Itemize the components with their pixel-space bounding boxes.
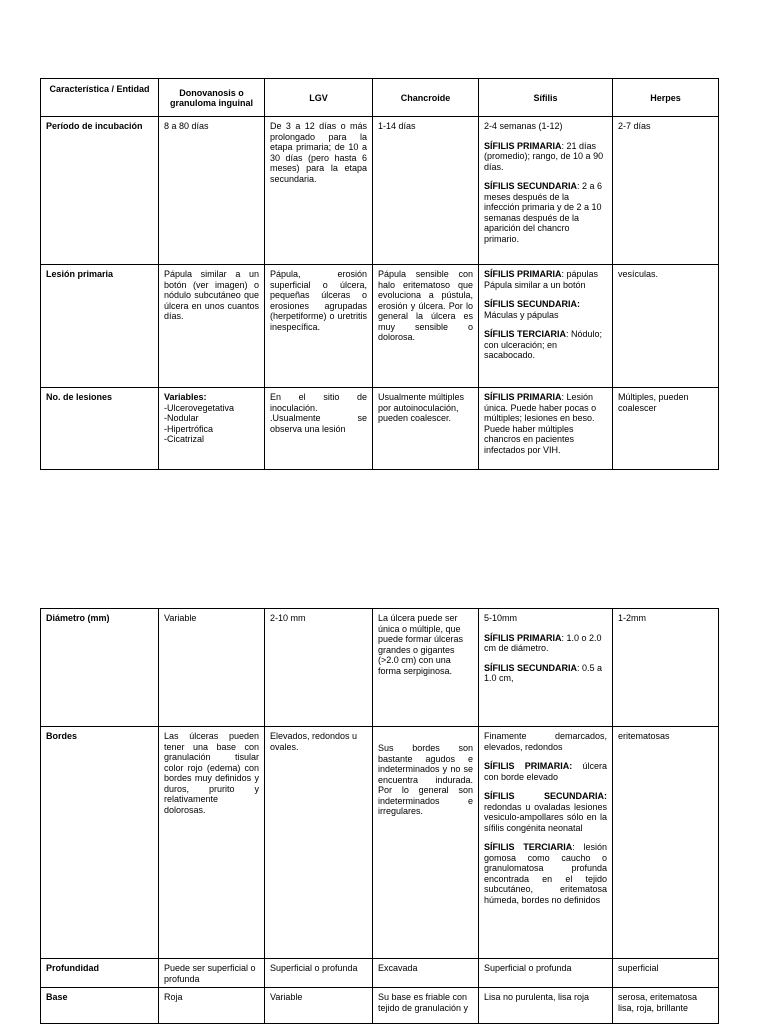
cell-incubacion-donovanosis: 8 a 80 días	[159, 117, 265, 265]
header-herpes: Herpes	[613, 79, 719, 117]
cell-diametro-lgv: 2-10 mm	[265, 609, 373, 727]
cell-incubacion-chancroide: 1-14 días	[373, 117, 479, 265]
row-lesion	[41, 265, 719, 388]
row-label-base: Base	[41, 988, 159, 1024]
sifilis-bordes-secundaria: SÍFILIS SECUNDARIA: redondas u ovaladas lesiones vesiculo-ampollares sólo en la sífilis congénita neonatal	[484, 791, 607, 833]
row-lesiones	[41, 388, 719, 470]
cell-lesion-sifilis	[479, 265, 613, 388]
cell-profundidad-sifilis: Superficial o profunda	[479, 959, 613, 988]
header-sifilis: Sífilis	[479, 79, 613, 117]
cell-bordes-chancroide	[373, 727, 479, 959]
cell-bordes-sifilis	[479, 727, 613, 959]
row-label-incubacion: Período de incubación	[41, 117, 159, 265]
cell-profundidad-donovanosis: Puede ser superficial o profunda	[159, 959, 265, 988]
sifilis-bordes-terciaria: SÍFILIS TERCIARIA: lesión gomosa como caucho o granulomatosa profunda encontrada en el tejido subcutáneo, eritematosa húmeda, bordes no definidos	[484, 842, 607, 905]
donovanosis-variable-2: -Nodular	[164, 413, 199, 423]
cell-diametro-sifilis	[479, 609, 613, 727]
cell-profundidad-herpes: superficial	[613, 959, 719, 988]
sifilis-lesion-primaria: SÍFILIS PRIMARIA: pápulas Pápula similar a un botón	[484, 269, 599, 290]
sifilis-incubacion-secundaria: SÍFILIS SECUNDARIA: 2 a 6 meses después de la infección primaria y de 2 a 10 semanas después de la aparición del chancro primario.	[484, 181, 603, 244]
cell-lesion-chancroide: Pápula sensible con halo eritematoso que evoluciona a pústula, erosión y úlcera. Por lo general la úlcera es muy sensible o dolorosa.	[373, 265, 479, 388]
cell-bordes-donovanosis: Las úlceras pueden tener una base con granulación tisular color rojo (edema) con bordes muy definidos y duros, prurito y relativamente dolorosas.	[159, 727, 265, 959]
sifilis-diametro-intro: 5-10mm	[484, 613, 518, 623]
chancroide-bordes-text: Sus bordes son bastante agudos e indeterminados y no se encuentra indurada. Por lo general son indeterminados e irregulares.	[378, 743, 473, 816]
cell-lesiones-herpes: Múltiples, pueden coalescer	[613, 388, 719, 470]
row-label-profundidad: Profundidad	[41, 959, 159, 988]
cell-bordes-herpes: eritematosas	[613, 727, 719, 959]
cell-base-herpes: serosa, eritematosa lisa, roja, brillante	[613, 988, 719, 1024]
cell-diametro-donovanosis: Variable	[159, 609, 265, 727]
sifilis-incubacion-intro: 2-4 semanas (1-12)	[484, 121, 563, 131]
sifilis-lesion-terciaria: SÍFILIS TERCIARIA: Nódulo; con ulceración; en sacabocado.	[484, 329, 603, 360]
donovanosis-variable-3: -Hipertrófica	[164, 423, 214, 434]
header-row	[41, 79, 719, 117]
cell-diametro-chancroide: La úlcera puede ser única o múltiple, que puede formar úlceras grandes o gigantes (>2.0 cm) con una forma serpiginosa.	[373, 609, 479, 727]
header-donovanosis: Donovanosis o granuloma inguinal	[159, 79, 265, 117]
cell-base-chancroide: Su base es friable con tejido de granulación y	[373, 988, 479, 1024]
comparison-table-top	[40, 78, 719, 470]
cell-lesion-lgv: Pápula, erosión superficial o úlcera, pequeñas úlceras o erosiones agrupadas (herpetiforme) o uretritis inespecífica.	[265, 265, 373, 388]
cell-lesiones-donovanosis	[159, 388, 265, 470]
row-label-lesiones: No. de lesiones	[41, 388, 159, 470]
cell-base-lgv: Variable	[265, 988, 373, 1024]
cell-profundidad-lgv: Superficial o profunda	[265, 959, 373, 988]
row-bordes	[41, 727, 719, 959]
row-profundidad	[41, 959, 719, 988]
cell-incubacion-sifilis	[479, 117, 613, 265]
header-lgv: LGV	[265, 79, 373, 117]
sifilis-lesion-secundaria: SÍFILIS SECUNDARIA: Máculas y pápulas	[484, 299, 581, 320]
header-entity: Característica / Entidad	[41, 79, 159, 117]
cell-bordes-lgv: Elevados, redondos u ovales.	[265, 727, 373, 959]
sifilis-incubacion-primaria: SÍFILIS PRIMARIA: 21 días (promedio); rango, de 10 a 90 días.	[484, 140, 604, 172]
cell-lesion-herpes: vesículas.	[613, 265, 719, 388]
cell-lesiones-lgv: En el sitio de inoculación. .Usualmente se observa una lesión	[265, 388, 373, 470]
row-label-bordes: Bordes	[41, 727, 159, 959]
sifilis-bordes-intro: Finamente demarcados, elevados, redondos	[484, 731, 607, 752]
sifilis-bordes-primaria: SÍFILIS PRIMARIA: úlcera con borde elevado	[484, 761, 608, 782]
cell-incubacion-lgv: De 3 a 12 días o más prolongado para la etapa primaria; de 10 a 30 días (pero hasta 6 meses) para la etapa secundaria.	[265, 117, 373, 265]
cell-diametro-herpes: 1-2mm	[613, 609, 719, 727]
row-label-diametro: Diámetro (mm)	[41, 609, 159, 727]
cell-base-sifilis: Lisa no purulenta, lisa roja	[479, 988, 613, 1024]
cell-lesiones-chancroide: Usualmente múltiples por autoinoculación, pueden coalescer.	[373, 388, 479, 470]
sifilis-diametro-primaria: SÍFILIS PRIMARIA: 1.0 o 2.0 cm de diámetro.	[484, 632, 602, 653]
cell-lesion-donovanosis: Pápula similar a un botón (ver imagen) o nódulo subcutáneo que úlcera en unos cuantos días.	[159, 265, 265, 388]
comparison-table-bottom	[40, 608, 719, 1024]
donovanosis-variable-1: -Ulcerovegetativa	[164, 402, 235, 413]
row-label-lesion: Lesión primaria	[41, 265, 159, 388]
cell-profundidad-chancroide: Excavada	[373, 959, 479, 988]
row-incubacion	[41, 117, 719, 265]
sifilis-diametro-secundaria: SÍFILIS SECUNDARIA: 0.5 a 1.0 cm,	[484, 662, 603, 683]
row-base	[41, 988, 719, 1024]
cell-base-donovanosis: Roja	[159, 988, 265, 1024]
cell-incubacion-herpes: 2-7 días	[613, 117, 719, 265]
donovanosis-variable-4: -Cicatrizal	[164, 434, 205, 444]
row-diametro	[41, 609, 719, 727]
donovanosis-variables-label: Variables:	[164, 392, 207, 402]
cell-lesiones-sifilis: SÍFILIS PRIMARIA: Lesión única. Puede haber pocas o múltiples; lesiones en beso. Puede haber múltiples chancros en pacientes infectados por VIH.	[479, 388, 613, 470]
header-chancroide: Chancroide	[373, 79, 479, 117]
